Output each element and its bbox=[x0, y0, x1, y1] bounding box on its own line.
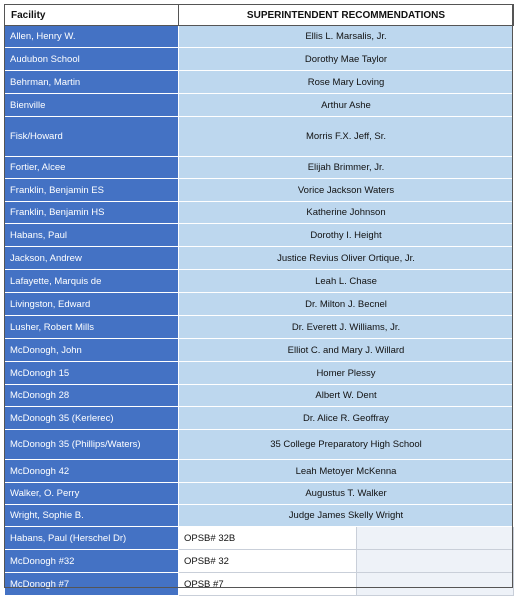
facility-cell: Franklin, Benjamin ES bbox=[5, 179, 179, 202]
recommendation-cell: Arthur Ashe bbox=[179, 94, 514, 117]
facility-recommendations-table bbox=[4, 4, 514, 596]
table-row bbox=[5, 316, 514, 339]
recommendation-cell: Dr. Alice R. Geoffray bbox=[179, 407, 514, 430]
table-row bbox=[5, 247, 514, 270]
recommendation-cell: Morris F.X. Jeff, Sr. bbox=[179, 117, 514, 157]
table-row bbox=[5, 71, 514, 94]
facility-cell: Audubon School bbox=[5, 48, 179, 71]
table-row bbox=[5, 460, 514, 483]
opsb-number-cell: OPSB# 32 bbox=[179, 550, 357, 573]
facility-cell: McDonogh 28 bbox=[5, 385, 179, 407]
recommendation-cell: Elijah Brimmer, Jr. bbox=[179, 157, 514, 179]
table-row bbox=[5, 339, 514, 362]
table-row bbox=[5, 483, 514, 505]
facility-cell: McDonogh 35 (Phillips/Waters) bbox=[5, 430, 179, 460]
recommendation-cell: Vorice Jackson Waters bbox=[179, 179, 514, 202]
opsb-rows bbox=[5, 527, 514, 596]
empty-cell bbox=[357, 550, 514, 573]
facility-cell: Walker, O. Perry bbox=[5, 483, 179, 505]
recommendation-cell: Albert W. Dent bbox=[179, 385, 514, 407]
empty-cell bbox=[357, 573, 514, 596]
facility-cell: Bienville bbox=[5, 94, 179, 117]
facility-cell: Franklin, Benjamin HS bbox=[5, 202, 179, 224]
recommendation-rows bbox=[5, 26, 514, 527]
facility-cell: Behrman, Martin bbox=[5, 71, 179, 94]
facility-cell: McDonogh 35 (Kerlerec) bbox=[5, 407, 179, 430]
table-row bbox=[5, 48, 514, 71]
table-row bbox=[5, 293, 514, 316]
recommendation-cell: Dorothy Mae Taylor bbox=[179, 48, 514, 71]
table-row bbox=[5, 573, 514, 596]
recommendation-cell: Leah Metoyer McKenna bbox=[179, 460, 514, 483]
opsb-number-cell: OPSB #7 bbox=[179, 573, 357, 596]
table-row bbox=[5, 179, 514, 202]
facility-cell: Allen, Henry W. bbox=[5, 26, 179, 48]
recommendation-cell: Leah L. Chase bbox=[179, 270, 514, 293]
table-row bbox=[5, 527, 514, 550]
recommendation-cell: Justice Revius Oliver Ortique, Jr. bbox=[179, 247, 514, 270]
recommendation-cell: Rose Mary Loving bbox=[179, 71, 514, 94]
table-row bbox=[5, 202, 514, 224]
facility-cell: Jackson, Andrew bbox=[5, 247, 179, 270]
table-row bbox=[5, 430, 514, 460]
facility-cell: Wright, Sophie B. bbox=[5, 505, 179, 527]
recommendation-cell: Dr. Everett J. Williams, Jr. bbox=[179, 316, 514, 339]
table-row bbox=[5, 362, 514, 385]
facility-column-header: Facility bbox=[5, 5, 179, 26]
table-row bbox=[5, 407, 514, 430]
facility-table-container bbox=[4, 4, 513, 596]
recommendation-cell: Katherine Johnson bbox=[179, 202, 514, 224]
table-header-row bbox=[5, 5, 514, 26]
facility-cell: Lusher, Robert Mills bbox=[5, 316, 179, 339]
table-row bbox=[5, 505, 514, 527]
recommendation-cell: 35 College Preparatory High School bbox=[179, 430, 514, 460]
facility-cell: Fisk/Howard bbox=[5, 117, 179, 157]
recommendation-cell: Elliot C. and Mary J. Willard bbox=[179, 339, 514, 362]
facility-cell: McDonogh 15 bbox=[5, 362, 179, 385]
recommendation-cell: Ellis L. Marsalis, Jr. bbox=[179, 26, 514, 48]
facility-cell: McDonogh #32 bbox=[5, 550, 179, 573]
empty-cell bbox=[357, 527, 514, 550]
facility-cell: Fortier, Alcee bbox=[5, 157, 179, 179]
opsb-number-cell: OPSB# 32B bbox=[179, 527, 357, 550]
recommendation-cell: Augustus T. Walker bbox=[179, 483, 514, 505]
table-row bbox=[5, 94, 514, 117]
table-row bbox=[5, 550, 514, 573]
facility-cell: McDonogh #7 bbox=[5, 573, 179, 596]
recommendation-cell: Judge James Skelly Wright bbox=[179, 505, 514, 527]
recommendation-cell: Dr. Milton J. Becnel bbox=[179, 293, 514, 316]
table-row bbox=[5, 224, 514, 247]
facility-cell: Livingston, Edward bbox=[5, 293, 179, 316]
table-row bbox=[5, 26, 514, 48]
facility-cell: Habans, Paul (Herschel Dr) bbox=[5, 527, 179, 550]
facility-cell: Habans, Paul bbox=[5, 224, 179, 247]
table-row bbox=[5, 117, 514, 157]
recommendations-column-header: SUPERINTENDENT RECOMMENDATIONS bbox=[179, 5, 514, 26]
recommendation-cell: Homer Plessy bbox=[179, 362, 514, 385]
facility-cell: Lafayette, Marquis de bbox=[5, 270, 179, 293]
recommendation-cell: Dorothy I. Height bbox=[179, 224, 514, 247]
table-row bbox=[5, 157, 514, 179]
table-row bbox=[5, 385, 514, 407]
facility-cell: McDonogh 42 bbox=[5, 460, 179, 483]
table-row bbox=[5, 270, 514, 293]
facility-cell: McDonogh, John bbox=[5, 339, 179, 362]
